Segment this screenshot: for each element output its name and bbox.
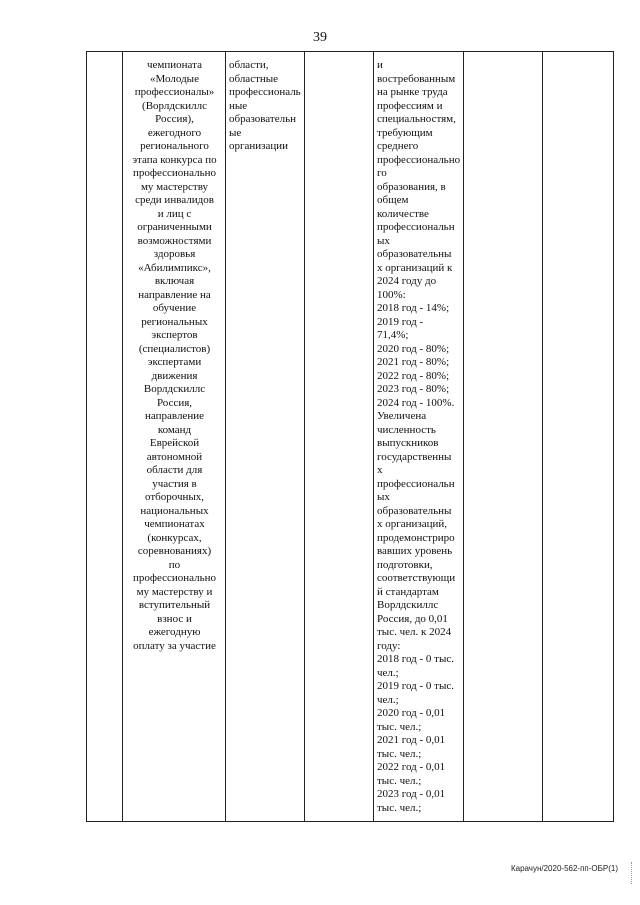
expected-result-text: и востребованным на рынке труда профессиям и специальностям, требующим среднего профессионально го образования, в общем количестве профессиональн ых образовательны х организаций к 2024 году до 100%: 2018 год - 14%; 2019 год - 71,4%; 2020 год - 80%; 2021 год - 80%; 2022 год - 80%; 2023 год - 80%; 2024 год - 100%. Увеличена численность выпускников государственны х профессиональн ых образовательны х организаций, продемонстриро вавших уровень подготовки, соответствующи й стандартам Ворлдскиллс Россия, до 0,01 тыс. чел. к 2024 году: 2018 год - 0 тыс. чел.; 2019 год - 0 тыс. чел.; 2020 год - 0,01 тыс. чел.; 2021 год - 0,01 тыс. чел.; 2022 год - 0,01 тыс. чел.; 2023 год - 0,01 тыс. чел.; (377, 59, 461, 814)
executors-text: области, областные профессиональ ные образовательн ые организации (229, 59, 301, 152)
cell-deadline (305, 52, 374, 822)
table-row (87, 52, 614, 822)
program-table (86, 51, 614, 822)
page-number: 39 (313, 30, 327, 45)
cell-expected-result (374, 52, 464, 822)
cell-empty (464, 52, 543, 822)
cell-event-description (123, 52, 226, 822)
event-description-text: чемпионата «Молодые профессионалы» (Ворлдскиллс Россия), ежегодного регионального этапа конкурса по профессионально му мастерству среди инвалидов и лиц с ограниченными возможностями здоровья «Абилимпикс», включая направление на обучение региональных экспертов (специалистов) экспертами движения Ворлдскиллс Россия, направление команд Еврейской автономной области для участия в отборочных, национальных чемпионатах (конкурсах, соревнованиях) по профессионально му мастерству и вступительный взнос и ежегодную оплату за участие (132, 59, 217, 652)
cell-empty (543, 52, 614, 822)
cell-executors (226, 52, 305, 822)
cell-number (87, 52, 123, 822)
scan-edge-marks (631, 862, 634, 884)
document-footer-code: Карачун/2020-562-пп-ОБР(1) (510, 864, 618, 873)
